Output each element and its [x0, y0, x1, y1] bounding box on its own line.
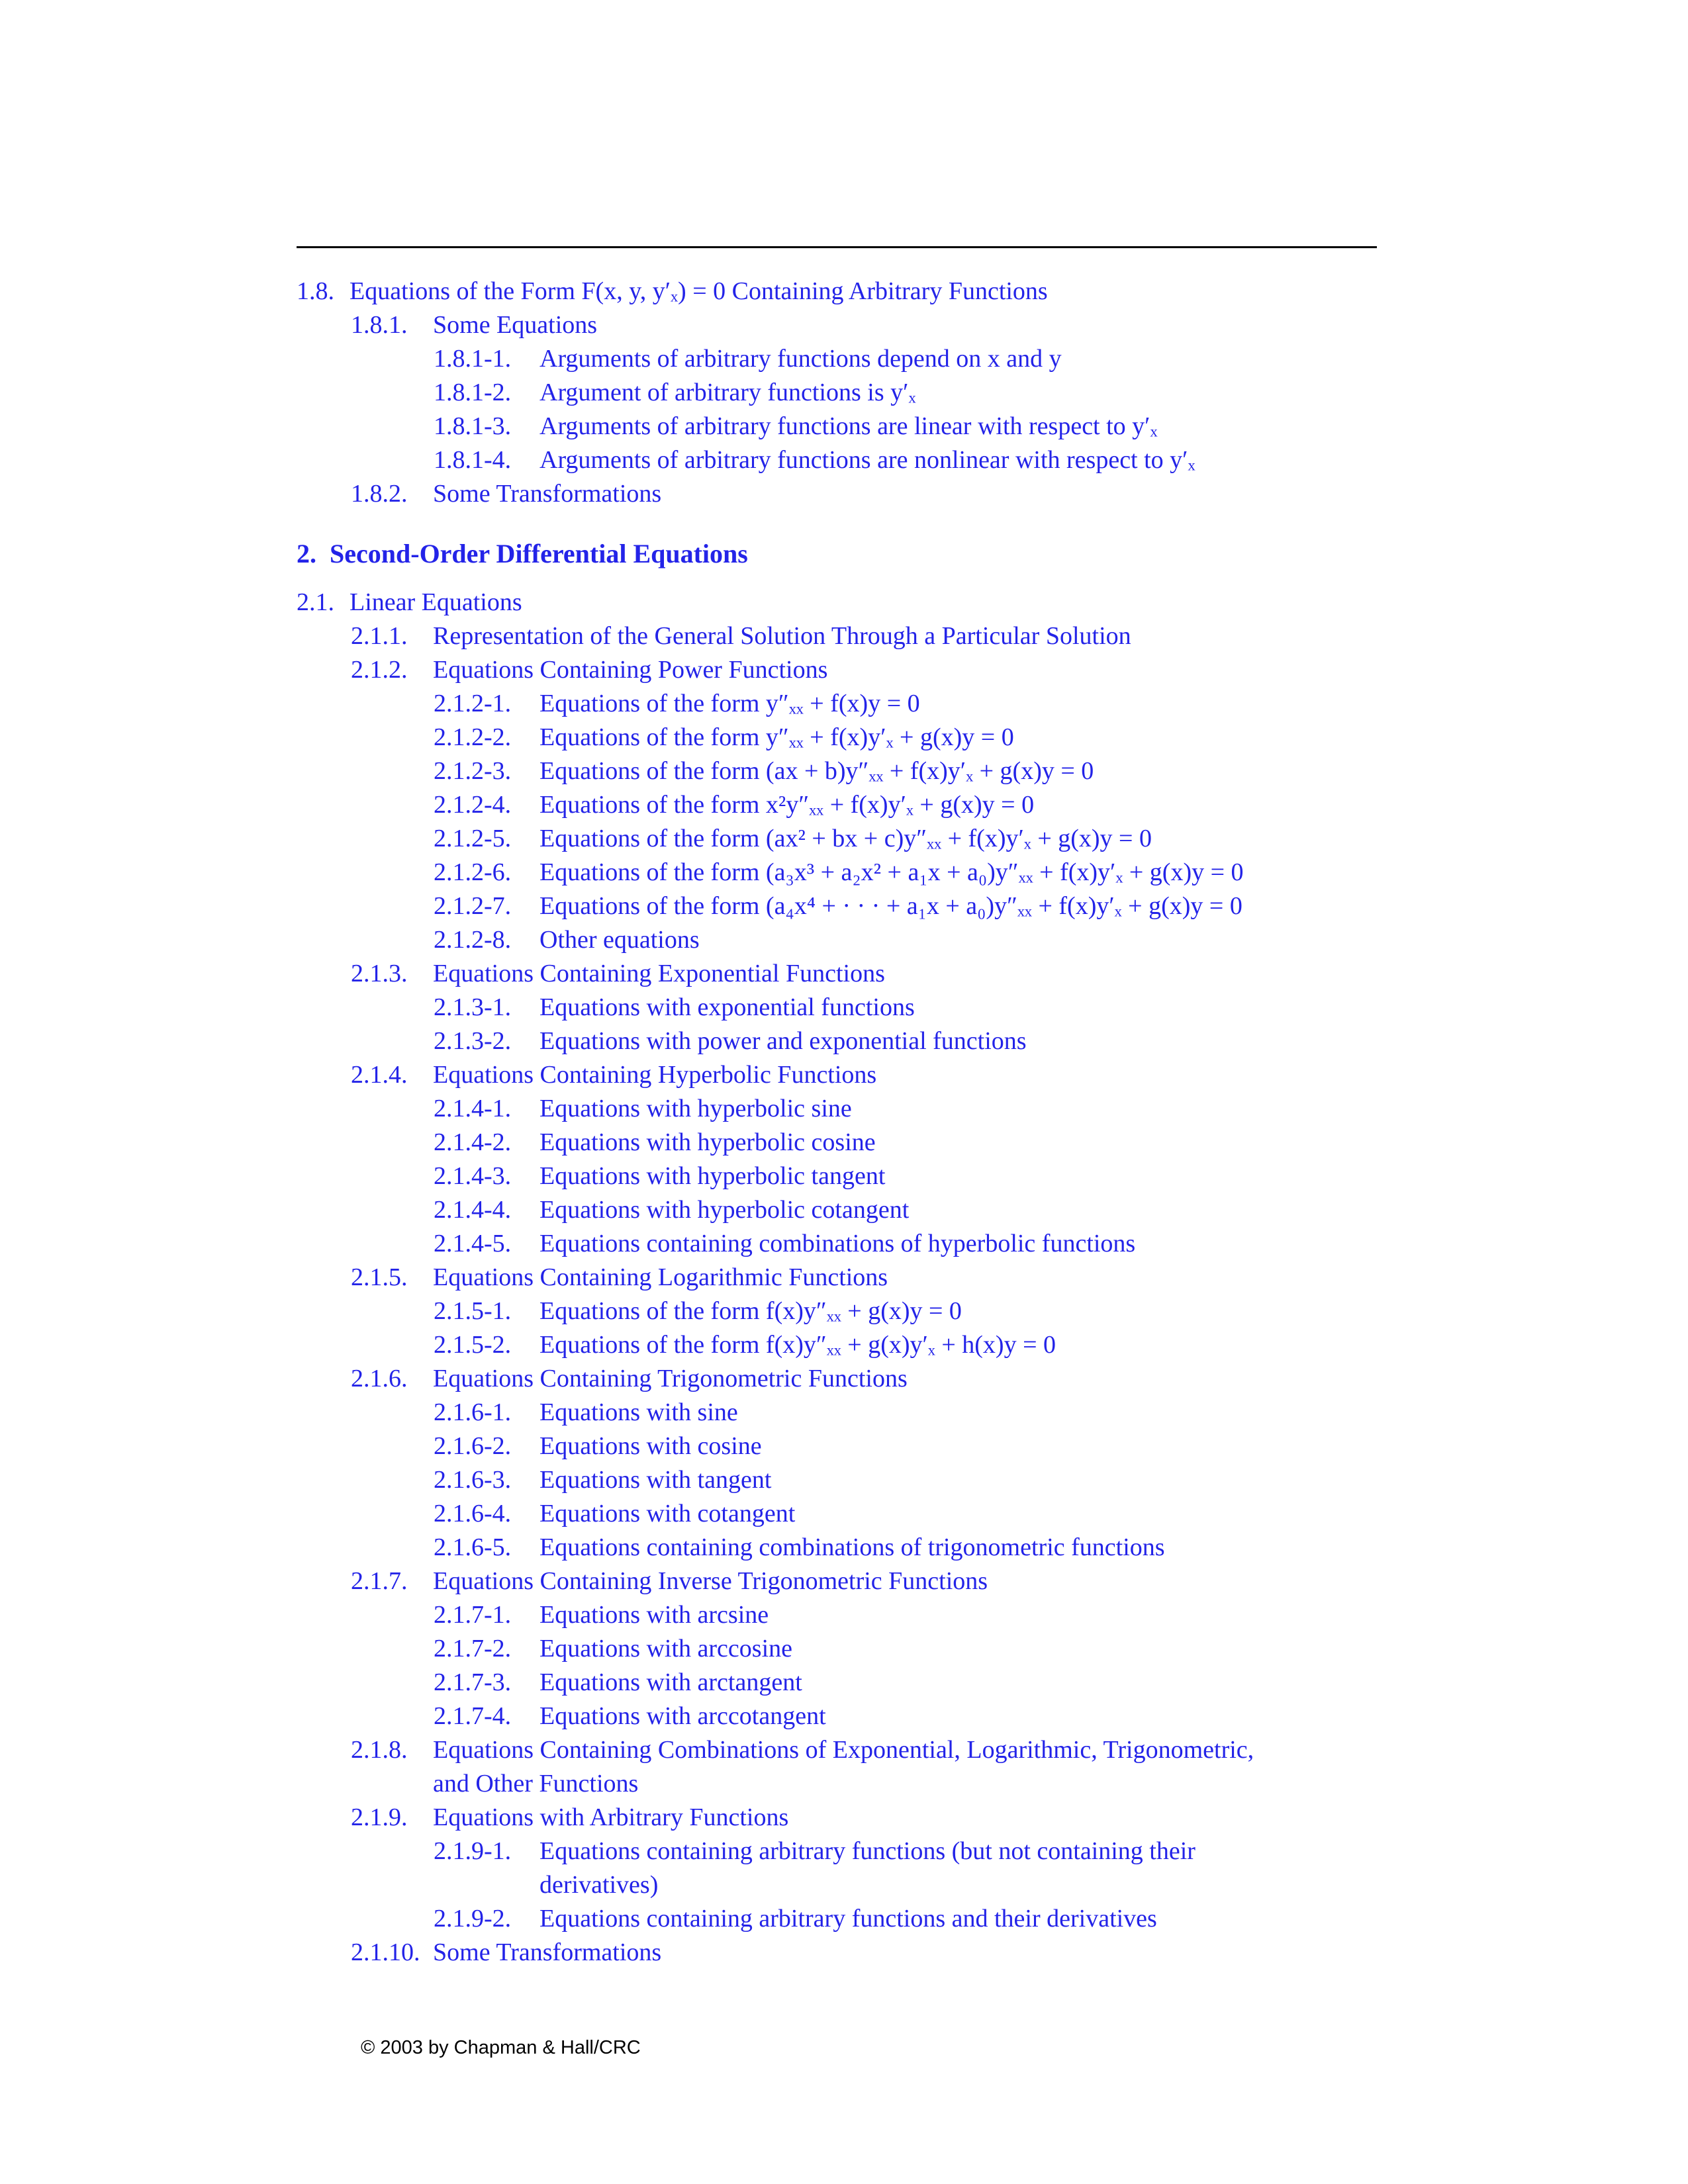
toc-entry[interactable]: 2.1.3. Equations Containing Exponential Functions [351, 960, 885, 987]
toc-entry[interactable]: 2.1.7. Equations Containing Inverse Trigonometric Functions [351, 1567, 988, 1595]
toc-entry[interactable]: 2.1.7-3. Equations with arctangent [434, 1668, 802, 1696]
toc-entry[interactable]: 2.1.1. Representation of the General Solution Through a Particular Solution [351, 622, 1131, 650]
toc-entry[interactable]: 1.8.1-1. Arguments of arbitrary functions depend on x and y [434, 345, 1062, 373]
toc-entry[interactable]: 2.1.3-2. Equations with power and exponential functions [434, 1027, 1027, 1055]
toc-entry[interactable]: 2.1.6-4. Equations with cotangent [434, 1500, 796, 1527]
toc-entry[interactable]: 2.1.9. Equations with Arbitrary Functions [351, 1803, 789, 1831]
toc-entry[interactable]: 2.1.6. Equations Containing Trigonometric Functions [351, 1365, 908, 1392]
toc-entry[interactable]: 2.1.4-4. Equations with hyperbolic cotangent [434, 1196, 910, 1224]
toc-entry[interactable]: 2.1.2-3. Equations of the form (ax + b)y″ₓₓ + f(x)y′ₓ + g(x)y = 0 [434, 757, 1094, 785]
toc-entry[interactable]: 1.8.1-3. Arguments of arbitrary functions are linear with respect to y′ₓ [434, 412, 1158, 440]
toc-entry[interactable]: 2.1.6-3. Equations with tangent [434, 1466, 772, 1494]
toc-entry[interactable]: 1.8.2. Some Transformations [351, 480, 662, 508]
toc-entry-continuation[interactable]: and Other Functions [433, 1770, 639, 1797]
toc-entry[interactable]: 2.1.5-2. Equations of the form f(x)y″ₓₓ + g(x)y′ₓ + h(x)y = 0 [434, 1331, 1056, 1359]
toc-entry[interactable]: 1.8.1-4. Arguments of arbitrary functions are nonlinear with respect to y′ₓ [434, 446, 1196, 474]
toc-entry[interactable]: 1.8. Equations of the Form F(x, y, y′ₓ) = 0 Containing Arbitrary Functions [297, 277, 1048, 305]
toc-entry[interactable]: 2.1.4-1. Equations with hyperbolic sine [434, 1095, 852, 1122]
toc-entry[interactable]: 2.1.4-2. Equations with hyperbolic cosine [434, 1128, 876, 1156]
toc-entry[interactable]: 2.1.10. Some Transformations [351, 1938, 662, 1966]
toc-entry[interactable]: 2.1.6-2. Equations with cosine [434, 1432, 762, 1460]
toc-entry[interactable]: 2.1.7-1. Equations with arcsine [434, 1601, 769, 1629]
toc-entry[interactable]: 2.1. Linear Equations [297, 588, 522, 616]
toc-entry[interactable]: 2.1.6-5. Equations containing combinations of trigonometric functions [434, 1533, 1165, 1561]
toc-entry[interactable]: 2.1.2-7. Equations of the form (a₄x⁴ + · · · + a₁x + a₀)y″ₓₓ + f(x)y′ₓ + g(x)y = 0 [434, 892, 1243, 920]
toc-entry[interactable]: 2.1.2-6. Equations of the form (a₃x³ + a₂x² + a₁x + a₀)y″ₓₓ + f(x)y′ₓ + g(x)y = 0 [434, 858, 1244, 886]
toc-entry[interactable]: 2.1.5. Equations Containing Logarithmic Functions [351, 1263, 888, 1291]
toc-entry[interactable]: 2.1.2-4. Equations of the form x²y″ₓₓ + f(x)y′ₓ + g(x)y = 0 [434, 791, 1035, 819]
toc-entry[interactable]: 2.1.5-1. Equations of the form f(x)y″ₓₓ + g(x)y = 0 [434, 1297, 962, 1325]
toc-entry[interactable]: 2.1.3-1. Equations with exponential functions [434, 993, 915, 1021]
toc-entry[interactable]: 2.1.8. Equations Containing Combinations of Exponential, Logarithmic, Trigonometric, [351, 1736, 1254, 1764]
toc-entry[interactable]: 2.1.2-2. Equations of the form y″ₓₓ + f(x)y′ₓ + g(x)y = 0 [434, 723, 1014, 751]
copyright-footer: © 2003 by Chapman & Hall/CRC [361, 2037, 641, 2058]
toc-entry[interactable]: 2.1.9-2. Equations containing arbitrary functions and their derivatives [434, 1905, 1157, 1933]
toc-entry[interactable]: 2.1.4. Equations Containing Hyperbolic Functions [351, 1061, 877, 1089]
toc-entry[interactable]: 2.1.7-2. Equations with arccosine [434, 1635, 793, 1662]
toc-entry[interactable]: 2.1.6-1. Equations with sine [434, 1398, 738, 1426]
toc-entry[interactable]: 2.1.2-1. Equations of the form y″ₓₓ + f(x)y = 0 [434, 690, 920, 717]
toc-entry-continuation[interactable]: derivatives) [539, 1871, 659, 1899]
toc-entry[interactable]: 2.1.2-8. Other equations [434, 926, 700, 954]
toc-entry[interactable]: 2.1.9-1. Equations containing arbitrary functions (but not containing their [434, 1837, 1196, 1865]
toc-entry[interactable]: 1.8.1. Some Equations [351, 311, 598, 339]
chapter-heading[interactable]: 2. Second-Order Differential Equations [297, 539, 748, 569]
header-rule [297, 246, 1377, 248]
toc-entry[interactable]: 2.1.2-5. Equations of the form (ax² + bx + c)y″ₓₓ + f(x)y′ₓ + g(x)y = 0 [434, 825, 1152, 852]
toc-entry[interactable]: 2.1.7-4. Equations with arccotangent [434, 1702, 826, 1730]
toc-entry[interactable]: 2.1.4-5. Equations containing combinations of hyperbolic functions [434, 1230, 1136, 1257]
toc-entry[interactable]: 2.1.2. Equations Containing Power Functions [351, 656, 828, 684]
toc-entry[interactable]: 2.1.4-3. Equations with hyperbolic tangent [434, 1162, 886, 1190]
toc-entry[interactable]: 1.8.1-2. Argument of arbitrary functions is y′ₓ [434, 379, 916, 406]
